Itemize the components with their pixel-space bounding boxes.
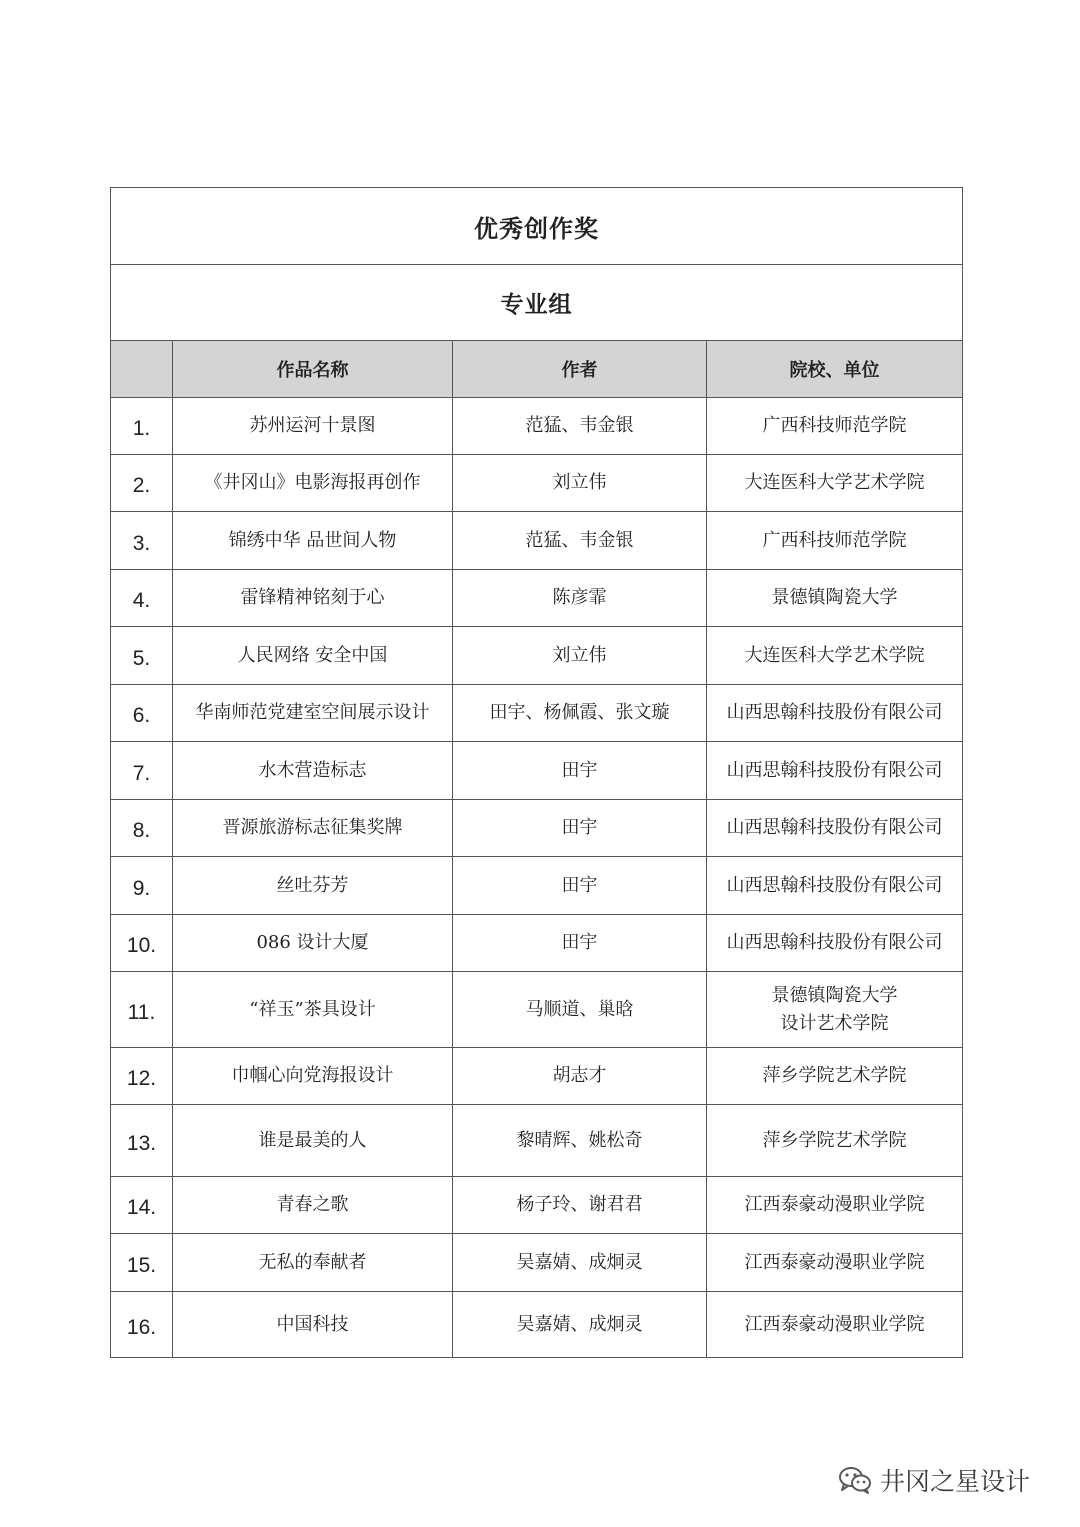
- watermark: [838, 1458, 1030, 1502]
- organization: [707, 455, 963, 512]
- organization: [707, 1048, 963, 1105]
- work-title: 华南师范党建室空间展示设计: [173, 685, 453, 742]
- row-number: 8.: [111, 800, 173, 857]
- author-name: 陈彦霏: [453, 570, 707, 627]
- author-name: 田宇: [453, 857, 707, 915]
- organization: [707, 972, 963, 1048]
- organization-line: 广西科技师范学院: [762, 415, 907, 436]
- author-name: 范猛、韦金银: [453, 398, 707, 455]
- row-number: 13.: [111, 1105, 173, 1177]
- table-row: [111, 685, 963, 742]
- header-number: [111, 341, 173, 398]
- organization-line: 江西泰豪动漫职业学院: [744, 1194, 925, 1215]
- organization-line: 萍乡学院艺术学院: [762, 1129, 907, 1151]
- organization-line: 景德镇陶瓷大学: [771, 587, 898, 608]
- organization-line: 大连医科大学艺术学院: [744, 644, 925, 666]
- work-title: 《井冈山》电影海报再创作: [173, 455, 453, 512]
- table-row: [111, 1048, 963, 1105]
- organization: [707, 512, 963, 570]
- header-work: 作品名称: [173, 341, 453, 398]
- work-title: 苏州运河十景图: [173, 398, 453, 455]
- author-name: 刘立伟: [453, 627, 707, 685]
- work-title: 谁是最美的人: [173, 1105, 453, 1177]
- organization-line: 山西思翰科技股份有限公司: [726, 874, 943, 896]
- organization-line: 山西思翰科技股份有限公司: [726, 759, 943, 781]
- work-title: 雷锋精神铭刻于心: [173, 570, 453, 627]
- organization: [707, 570, 963, 627]
- author-name: 范猛、韦金银: [453, 512, 707, 570]
- title-row: [111, 188, 963, 265]
- work-title: 巾帼心向党海报设计: [173, 1048, 453, 1105]
- organization: [707, 1105, 963, 1177]
- work-title: “祥玉”茶具设计: [173, 972, 453, 1048]
- table-row: [111, 972, 963, 1048]
- author-name: 田宇: [453, 915, 707, 972]
- row-number: 5.: [111, 627, 173, 685]
- organization: [707, 685, 963, 742]
- organization-line: 江西泰豪动漫职业学院: [744, 1313, 925, 1335]
- work-title: 无私的奉献者: [173, 1234, 453, 1292]
- row-number: 2.: [111, 455, 173, 512]
- group-row: [111, 265, 963, 341]
- group-title: 专业组: [111, 265, 963, 341]
- author-name: 田宇: [453, 742, 707, 800]
- organization-line: 山西思翰科技股份有限公司: [726, 702, 943, 723]
- organization-line: 广西科技师范学院: [762, 529, 907, 551]
- work-title: 锦绣中华 品世间人物: [173, 512, 453, 570]
- organization: [707, 1234, 963, 1292]
- row-number: 9.: [111, 857, 173, 915]
- table-row: [111, 800, 963, 857]
- row-number: 15.: [111, 1234, 173, 1292]
- organization-line: 设计艺术学院: [780, 1012, 889, 1034]
- author-name: 杨子玲、谢君君: [453, 1177, 707, 1234]
- organization: [707, 1177, 963, 1234]
- table-row: [111, 1234, 963, 1292]
- author-name: 刘立伟: [453, 455, 707, 512]
- wechat-icon: [838, 1465, 872, 1495]
- author-name: 吴嘉婧、成炯灵: [453, 1292, 707, 1358]
- work-title: 086 设计大厦: [173, 915, 453, 972]
- organization: [707, 627, 963, 685]
- work-title: 人民网络 安全中国: [173, 627, 453, 685]
- work-title: 晋源旅游标志征集奖牌: [173, 800, 453, 857]
- row-number: 14.: [111, 1177, 173, 1234]
- row-number: 16.: [111, 1292, 173, 1358]
- watermark-text: 井冈之星设计: [880, 1467, 1031, 1496]
- author-name: 吴嘉婧、成炯灵: [453, 1234, 707, 1292]
- table-row: [111, 570, 963, 627]
- author-name: 黎晴辉、姚松奇: [453, 1105, 707, 1177]
- row-number: 11.: [111, 972, 173, 1048]
- author-name: 田宇、杨佩霞、张文璇: [453, 685, 707, 742]
- organization: [707, 1292, 963, 1358]
- work-title: 中国科技: [173, 1292, 453, 1358]
- row-number: 7.: [111, 742, 173, 800]
- work-title: 青春之歌: [173, 1177, 453, 1234]
- table-row: [111, 1292, 963, 1358]
- row-number: 4.: [111, 570, 173, 627]
- row-number: 10.: [111, 915, 173, 972]
- table-row: [111, 915, 963, 972]
- table-row: [111, 742, 963, 800]
- organization: [707, 915, 963, 972]
- header-row: [111, 341, 963, 398]
- header-org: 院校、单位: [707, 341, 963, 398]
- organization-line: 山西思翰科技股份有限公司: [726, 817, 943, 838]
- organization-line: 萍乡学院艺术学院: [762, 1065, 907, 1086]
- header-author: 作者: [453, 341, 707, 398]
- organization: [707, 800, 963, 857]
- table-row: [111, 857, 963, 915]
- organization-line: 山西思翰科技股份有限公司: [726, 932, 943, 953]
- organization-line: 江西泰豪动漫职业学院: [744, 1251, 925, 1273]
- table-row: [111, 398, 963, 455]
- row-number: 12.: [111, 1048, 173, 1105]
- organization: [707, 742, 963, 800]
- organization: [707, 857, 963, 915]
- row-number: 6.: [111, 685, 173, 742]
- table-row: [111, 455, 963, 512]
- award-table: [110, 187, 963, 1358]
- row-number: 1.: [111, 398, 173, 455]
- organization-line: 大连医科大学艺术学院: [744, 472, 925, 493]
- organization-line: 景德镇陶瓷大学: [771, 984, 898, 1006]
- row-number: 3.: [111, 512, 173, 570]
- organization: [707, 398, 963, 455]
- table-row: [111, 1105, 963, 1177]
- table-row: [111, 1177, 963, 1234]
- award-title: 优秀创作奖: [111, 188, 963, 265]
- work-title: 丝吐芬芳: [173, 857, 453, 915]
- table-row: [111, 512, 963, 570]
- author-name: 胡志才: [453, 1048, 707, 1105]
- author-name: 田宇: [453, 800, 707, 857]
- table-row: [111, 627, 963, 685]
- author-name: 马顺道、巢晗: [453, 972, 707, 1048]
- work-title: 水木营造标志: [173, 742, 453, 800]
